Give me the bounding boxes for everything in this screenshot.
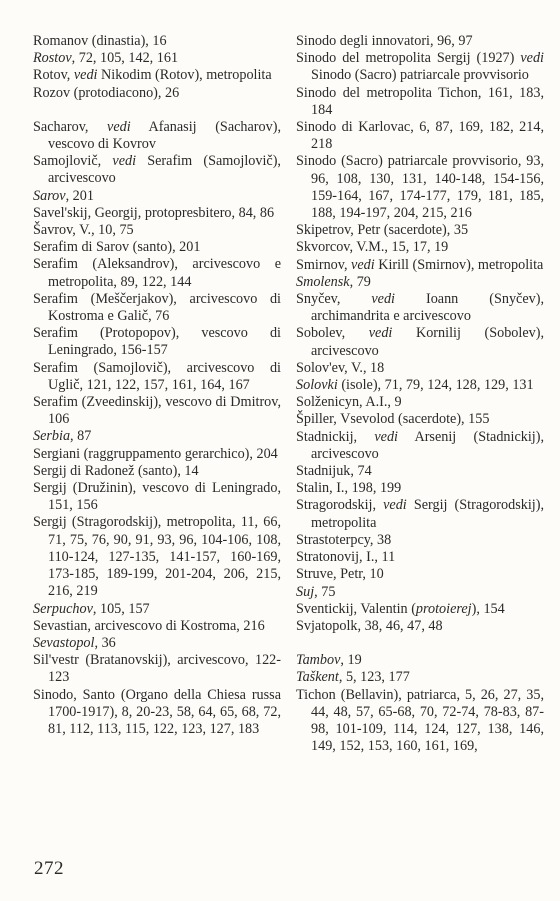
index-column-left	[33, 33, 281, 738]
index-entry-italic-text: protoierej	[415, 600, 472, 617]
index-entry-text: Stadnijuk, 74	[296, 463, 372, 480]
index-entry	[296, 119, 544, 153]
index-entry-italic-text: vedi	[371, 291, 395, 308]
index-entry	[296, 291, 544, 325]
index-entry	[296, 239, 544, 256]
index-entry-text: Špiller, Vsevolod (sacerdote), 155	[296, 411, 490, 428]
index-entry	[33, 446, 281, 463]
index-entry-italic-text: vedi	[383, 497, 407, 514]
index-entry-text: Solov'ev, V., 18	[296, 359, 385, 376]
index-entry	[33, 394, 281, 428]
index-entry	[33, 119, 281, 153]
index-entry-italic-text: vedi	[351, 256, 375, 273]
index-entry-text: Sergij (Stragorodskij), metropolita	[311, 497, 544, 531]
index-entry-text: Serafim (Samojlovič), arcivescovo di Uglič, 121, 122, 157, 161, 164, 167	[33, 359, 281, 393]
index-entry-text: Rotov,	[33, 67, 74, 84]
index-entry-text: Sergij (Družinin), vescovo di Leningrado, 151, 156	[33, 480, 281, 514]
index-entry-italic-text: Tambov	[296, 652, 341, 669]
index-entry	[33, 601, 281, 618]
index-entry-italic-text: Serbia	[33, 428, 71, 445]
index-entry	[296, 480, 544, 497]
index-entry	[33, 514, 281, 600]
index-entry	[33, 222, 281, 239]
index-entry-text: , 201	[65, 187, 94, 204]
index-entry-text: Romanov (dinastia), 16	[33, 33, 167, 49]
index-entry-italic-text: vedi	[73, 67, 98, 84]
index-entry-text: Kornilij (Sobolev), arcivescovo	[311, 325, 544, 359]
index-entry-text: Solženicyn, A.I., 9	[296, 394, 402, 411]
index-entry-italic-text: Rostov	[33, 50, 72, 67]
index-entry	[33, 480, 281, 514]
index-entry	[296, 33, 544, 50]
index-entry-text: Sergij (Stragorodskij), metropolita, 11, 66, 71, 75, 76, 90, 91, 93, 96, 104-106, 108, 110-124, 127-135, 141-157, 160-169, 173-185, 189-199, 201-204, 206, 215, 216, 219	[33, 514, 281, 600]
index-entry	[296, 394, 544, 411]
index-entry	[33, 463, 281, 480]
index-entry	[33, 50, 281, 67]
index-entry	[296, 584, 544, 601]
index-entry-text: Stadnickij,	[296, 428, 375, 445]
index-entry-text: Sinodo (Sacro) patriarcale provvisorio	[311, 67, 529, 84]
index-entry	[296, 532, 544, 549]
index-entry	[33, 360, 281, 394]
index-entry	[33, 85, 281, 102]
index-entry	[33, 188, 281, 205]
index-entry-italic-text: vedi	[107, 118, 131, 135]
index-entry-text: Šavrov, V., 10, 75	[33, 222, 134, 239]
index-entry	[296, 429, 544, 463]
index-entry-text: , 5, 123, 177	[338, 669, 410, 686]
index-entry-text: Sinodo (Sacro) patriarcale provvisorio, 93, 96, 108, 130, 131, 140-148, 154-156, 159-164, 167, 174-177, 179, 181, 185, 188, 194-197, 204, 215, 216	[296, 153, 544, 222]
index-entry-italic-text: vedi	[368, 325, 393, 342]
index-entry-text: , 72, 105, 142, 161	[71, 50, 179, 67]
index-entry-text: Serafim (Samojlovič), arcivescovo	[48, 153, 281, 187]
index-entry	[296, 411, 544, 428]
index-entry-text: Snyčev,	[296, 291, 372, 308]
index-entry	[33, 256, 281, 290]
index-entry-text: Stalin, I., 198, 199	[296, 480, 402, 497]
index-column-right	[296, 33, 544, 755]
index-entry-text: Strastoterpcy, 38	[296, 531, 392, 548]
index-entry-text: Sinodo, Santo (Organo della Chiesa russa 1700-1917), 8, 20-23, 58, 64, 65, 68, 72, 81, 112, 113, 115, 122, 123, 127, 183	[33, 686, 281, 737]
index-entry	[296, 360, 544, 377]
index-entry-text: , 87	[70, 428, 92, 445]
page-number: 272	[34, 858, 64, 879]
index-entry-text: Sinodo del metropolita Sergij (1927)	[296, 50, 521, 67]
index-entry-text: Sobolev,	[296, 325, 369, 342]
index-entry	[296, 325, 544, 359]
index-entry-text: Skvorcov, V.M., 15, 17, 19	[296, 239, 449, 256]
index-entry-italic-text: Sarov	[33, 187, 66, 204]
index-entry-text: Serafim (Zveedinskij), vescovo di Dmitrov, 106	[33, 394, 281, 428]
index-entry	[296, 85, 544, 119]
index-entry	[296, 687, 544, 756]
index-entry	[33, 239, 281, 256]
index-entry-text: Savel'skij, Georgij, protopresbitero, 84, 86	[33, 204, 275, 221]
index-entry-text: , 105, 157	[92, 600, 150, 617]
index-entry-text: Sergiani (raggruppamento gerarchico), 204	[33, 445, 278, 462]
index-entry-italic-text: vedi	[112, 153, 137, 170]
index-entry	[296, 222, 544, 239]
index-entry	[33, 153, 281, 187]
index-entry-text: Arsenij (Stadnickij), arcivescovo	[311, 428, 544, 462]
index-entry	[296, 50, 544, 84]
index-entry	[296, 257, 544, 274]
index-entry-text: Ioann (Snyčev), archimandrita e arcivescovo	[311, 291, 544, 325]
index-entry	[296, 497, 544, 531]
index-entry-text: Smirnov,	[296, 256, 352, 273]
index-entry-italic-text: Solovki	[296, 377, 338, 394]
index-entry-text: Sevastian, arcivescovo di Kostroma, 216	[33, 617, 265, 634]
index-entry-text: , 19	[340, 652, 362, 669]
index-entry	[296, 652, 544, 669]
index-entry-italic-text: vedi	[374, 428, 398, 445]
index-entry	[296, 463, 544, 480]
index-entry-text: , 79	[349, 273, 371, 290]
index-entry-text: Sventickij, Valentin (	[296, 600, 416, 617]
index-entry	[296, 377, 544, 394]
index-entry-text: Svjatopolk, 38, 46, 47, 48	[296, 617, 443, 634]
index-entry	[296, 618, 544, 635]
index-entry-text: Stragorodskij,	[296, 497, 384, 514]
index-entry-text: Sil'vestr (Bratanovskij), arcivescovo, 122-123	[33, 652, 281, 686]
index-entry	[296, 669, 544, 686]
index-entry	[33, 205, 281, 222]
index-entry-text: Sergij di Radonež (santo), 14	[33, 462, 199, 479]
index-entry-text: Samojlovič,	[33, 153, 113, 170]
index-entry-italic-text: Suj	[296, 583, 315, 600]
index-entry-text: Kirill (Smirnov), metropolita	[374, 256, 544, 273]
index-entry-text: Rozov (protodiacono), 26	[33, 84, 180, 101]
index-entry	[33, 33, 281, 50]
index-entry-text: Serafim (Protopopov), vescovo di Leningrado, 156-157	[33, 325, 281, 359]
index-entry	[33, 618, 281, 635]
index-entry-text: Sacharov,	[33, 118, 108, 135]
index-entry-text: Tichon (Bellavin), patriarca, 5, 26, 27, 35, 44, 48, 57, 65-68, 70, 72-74, 78-83, 87-98, 101-109, 114, 124, 127, 138, 146, 149, 152, 153, 160, 161, 169,	[296, 686, 544, 755]
index-entry-text: Afanasij (Sacharov), vescovo di Kovrov	[48, 118, 281, 153]
index-entry-italic-text: Taškent	[296, 669, 339, 686]
index-entry-text: Struve, Petr, 10	[296, 566, 384, 583]
index-entry	[296, 549, 544, 566]
index-entry	[296, 153, 544, 222]
index-entry-text: Stratonovij, I., 11	[296, 549, 396, 566]
index-entry-text: ), 154	[471, 600, 505, 617]
index-entry-text: (isole), 71, 79, 124, 128, 129, 131	[337, 377, 534, 394]
index-entry-italic-text: vedi	[520, 50, 544, 67]
index-entry-text: Skipetrov, Petr (sacerdote), 35	[296, 222, 469, 239]
index-entry	[33, 687, 281, 739]
index-entry-italic-text: Serpuchov	[33, 600, 93, 617]
index-entry	[33, 652, 281, 686]
index-entry-text: Serafim (Meščerjakov), arcivescovo di Kostroma e Galič, 76	[33, 290, 281, 325]
index-entry	[296, 566, 544, 583]
index-entry	[33, 67, 281, 84]
index-entry-text: Sinodo di Karlovac, 6, 87, 169, 182, 214, 218	[296, 119, 544, 153]
index-entry	[33, 428, 281, 445]
index-entry	[296, 601, 544, 618]
index-entry-text: Sinodo degli innovatori, 96, 97	[296, 33, 473, 49]
index-entry-italic-text: Sevastopol	[33, 634, 95, 651]
index-entry	[296, 274, 544, 291]
index-entry	[33, 635, 281, 652]
index-entry-italic-text: Smolensk	[296, 273, 350, 290]
index-entry-text: Sinodo del metropolita Tichon, 161, 183, 184	[296, 84, 544, 118]
index-entry	[33, 291, 281, 325]
index-entry-text: Serafim (Aleksandrov), arcivescovo e metropolita, 89, 122, 144	[33, 256, 281, 290]
index-entry	[33, 325, 281, 359]
index-entry-text: , 36	[94, 634, 116, 651]
index-entry-text: , 75	[314, 583, 336, 600]
index-entry-text: Nikodim (Rotov), metropolita	[97, 67, 272, 84]
index-entry-text: Serafim di Sarov (santo), 201	[33, 239, 201, 256]
